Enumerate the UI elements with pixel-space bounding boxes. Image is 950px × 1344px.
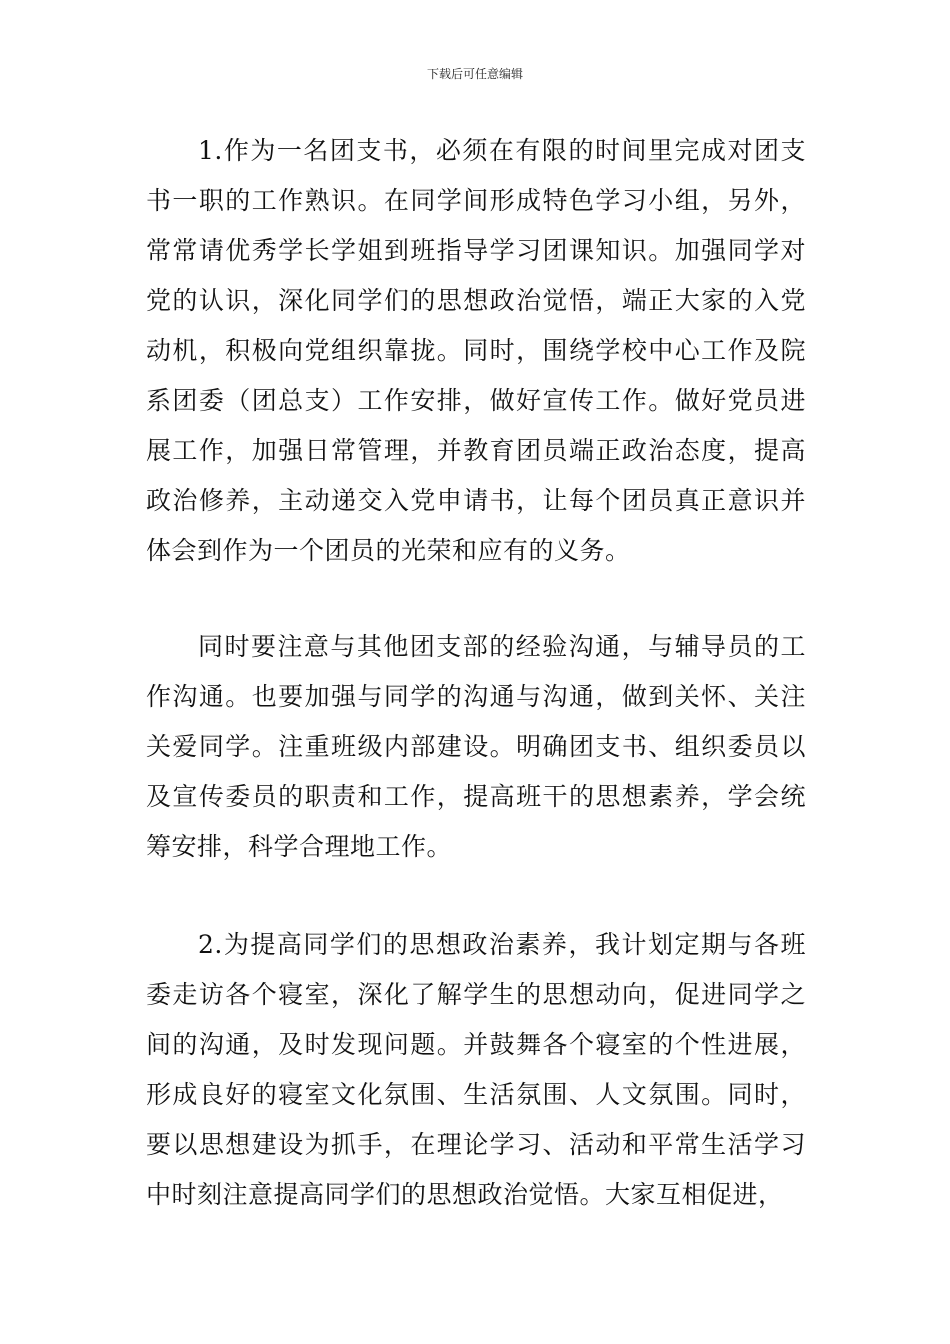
paragraph-2: 同时要注意与其他团支部的经验沟通，与辅导员的工作沟通。也要加强与同学的沟通与沟通，做到关怀、关注关爱同学。注重班级内部建设。明确团支书、组织委员以及宣传委员的职责和工作，提高班干的思想素养，学会统筹安排，科学合理地工作。 (146, 632, 806, 861)
header-note: 下载后可任意编辑 (426, 67, 523, 81)
paragraph-3: 2.为提高同学们的思想政治素养，我计划定期与各班委走访各个寝室，深化了解学生的思想动向，促进同学之间的沟通，及时发现问题。并鼓舞各个寝室的个性进展，形成良好的寝室文化氛围、生活氛围、人文氛围。同时，要以思想建设为抓手，在理论学习、活动和平常生活学习中时刻注意提高同学们的思想政治觉悟。大家互相促进， (146, 930, 806, 1209)
paragraph-1: 1.作为一名团支书，必须在有限的时间里完成对团支书一职的工作熟识。在同学间形成特色学习小组，另外，常常请优秀学长学姐到班指导学习团课知识。加强同学对党的认识，深化同学们的思想政治觉悟，端正大家的入党动机，积极向党组织靠拢。同时，围绕学校中心工作及院系团委（团总支）工作安排，做好宣传工作。做好党员进展工作，加强日常管理，并教育团员端正政治态度，提高政治修养，主动递交入党申请书，让每个团员真正意识并体会到作为一个团员的光荣和应有的义务。 (146, 136, 806, 565)
